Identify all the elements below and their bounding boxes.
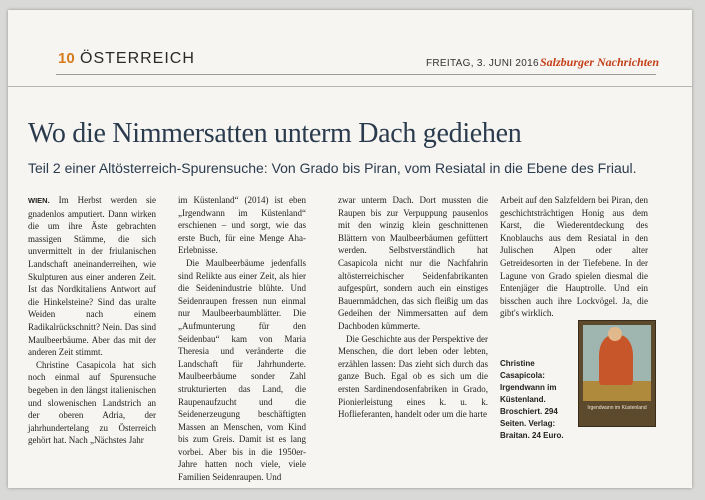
article-column-3 bbox=[338, 194, 488, 421]
paragraph: Die Maulbeerbäume jedenfalls sind Relikte aus einer Zeit, als hier die Seidenindustrie blühte. Und Seidenraupen fressen nun einmal nur Maulbeerbaumblätter. Die „Aufmunterung für den Seidenbau“ kam von Maria Theresia und veränderte die Landschaft für Jahrhunderte. Maulbeerbäume sonder Zahl strukturierten das Land, die Raupenaufzucht und die Seidenerzeugung beschäftigten Massen an Menschen, vom Kind bis zum Greis. Damit ist es lang vorbei. Aber bis in die 1950er-Jahre hatten noch viele, viele Familien Seidenraupen. Und bbox=[178, 257, 306, 483]
paragraph bbox=[28, 194, 156, 359]
paragraph-text: Im Herbst werden sie gnadenlos amputiert. Dann wirken die um ihre Äste gebrachten massigen Stämme, die sich unvermittelt in der friulanischen Landschaft aneinanderreihen, wie Skulpturen aus einer anderen Zeit. Ist das Nordkitaliens Antwort auf die Hinkelsteine? Sind das uralte Weiden nach einem Radikalrückschnitt? Nein. Das sind Maulbeerbäume. Aber das mit der anderen Zeit stimmt. bbox=[28, 195, 156, 358]
cover-figure-head bbox=[608, 327, 622, 341]
paragraph: im Küstenland“ (2014) ist eben „Irgendwann im Küstenland“ erschienen – und sorgt, wie das erste Buch, für eine Menge Aha-Erlebnisse. bbox=[178, 195, 306, 256]
article-column-1 bbox=[28, 194, 156, 447]
paragraph: Christine Casapicola hat sich noch einmal auf Spurensuche begeben in den längst italienischen und slowenischen Landstrich an der oberen Adria, der jahrhundertelang zu Österreich gehört hat. Nach „Nächstes Jahr bbox=[28, 359, 156, 446]
issue-date: FREITAG, 3. JUNI 2016 bbox=[426, 58, 539, 69]
article-column-2 bbox=[178, 194, 306, 484]
newspaper-logo: Salzburger Nachrichten bbox=[540, 55, 660, 69]
article-column-4 bbox=[500, 194, 648, 333]
dateline: WIEN. bbox=[28, 196, 50, 205]
book-cover-title: Irgendwann im Küstenland bbox=[587, 405, 647, 411]
section-title: ÖSTERREICH bbox=[80, 50, 195, 67]
article-headline: Wo die Nimmersatten unterm Dach gediehen bbox=[28, 118, 522, 149]
paragraph: Arbeit auf den Salzfeldern bei Piran, den geschichtsträchtigen Honig aus dem Karst, die Wiederentdeckung des Knoblauchs aus dem Resiatal in den Julischen Alpen oder alter Getreidesorten in der Tiefebene. In der Lagune von Grado spielen diesmal die Entenjäger die Hauptrolle. Und ein bisschen auch ihre Lockvögel. Ja, die gibt's wirklich. bbox=[500, 195, 648, 319]
cover-figure bbox=[599, 335, 633, 385]
book-cover-image bbox=[578, 320, 656, 427]
page-number: 10 bbox=[58, 50, 75, 67]
paragraph: zwar unterm Dach. Dort mussten die Raupen bis zur Verpuppung pausenlos mit den winzig klein geschnittenen Blättern von Maulbeerbäumen gefüttert werden. Selbstverständlich hat Casapicola nicht nur die Nachfahrin altösterreichischer Seidenfabrikanten aufgespürt, sondern auch ein einstiges Bauernmädchen, das sich fleißig um das Gedeihen der Nimmersatten auf dem Dachboden kümmerte. bbox=[338, 195, 488, 331]
paragraph: Die Geschichte aus der Perspektive der Menschen, die dort leben oder lebten, erzählen lassen: Das zieht sich durch das ganze Buch. Egal ob es sich um die ersten Sardinendosenfabriken in Grado, Pionierleistung eines k. u. k. Hoflieferanten, handelt oder um die harte bbox=[338, 333, 488, 420]
article-subheadline: Teil 2 einer Altösterreich-Spurensuche: Von Grado bis Piran, vom Resiatal in die Ebene des Friaul. bbox=[28, 160, 637, 176]
book-caption: Christine Casapicola: Irgendwann im Küstenland. Broschiert. 294 Seiten. Verlag: Braitan. 24 Euro. bbox=[500, 359, 564, 440]
page-fold-line bbox=[8, 86, 692, 87]
masthead-rule bbox=[56, 74, 656, 75]
